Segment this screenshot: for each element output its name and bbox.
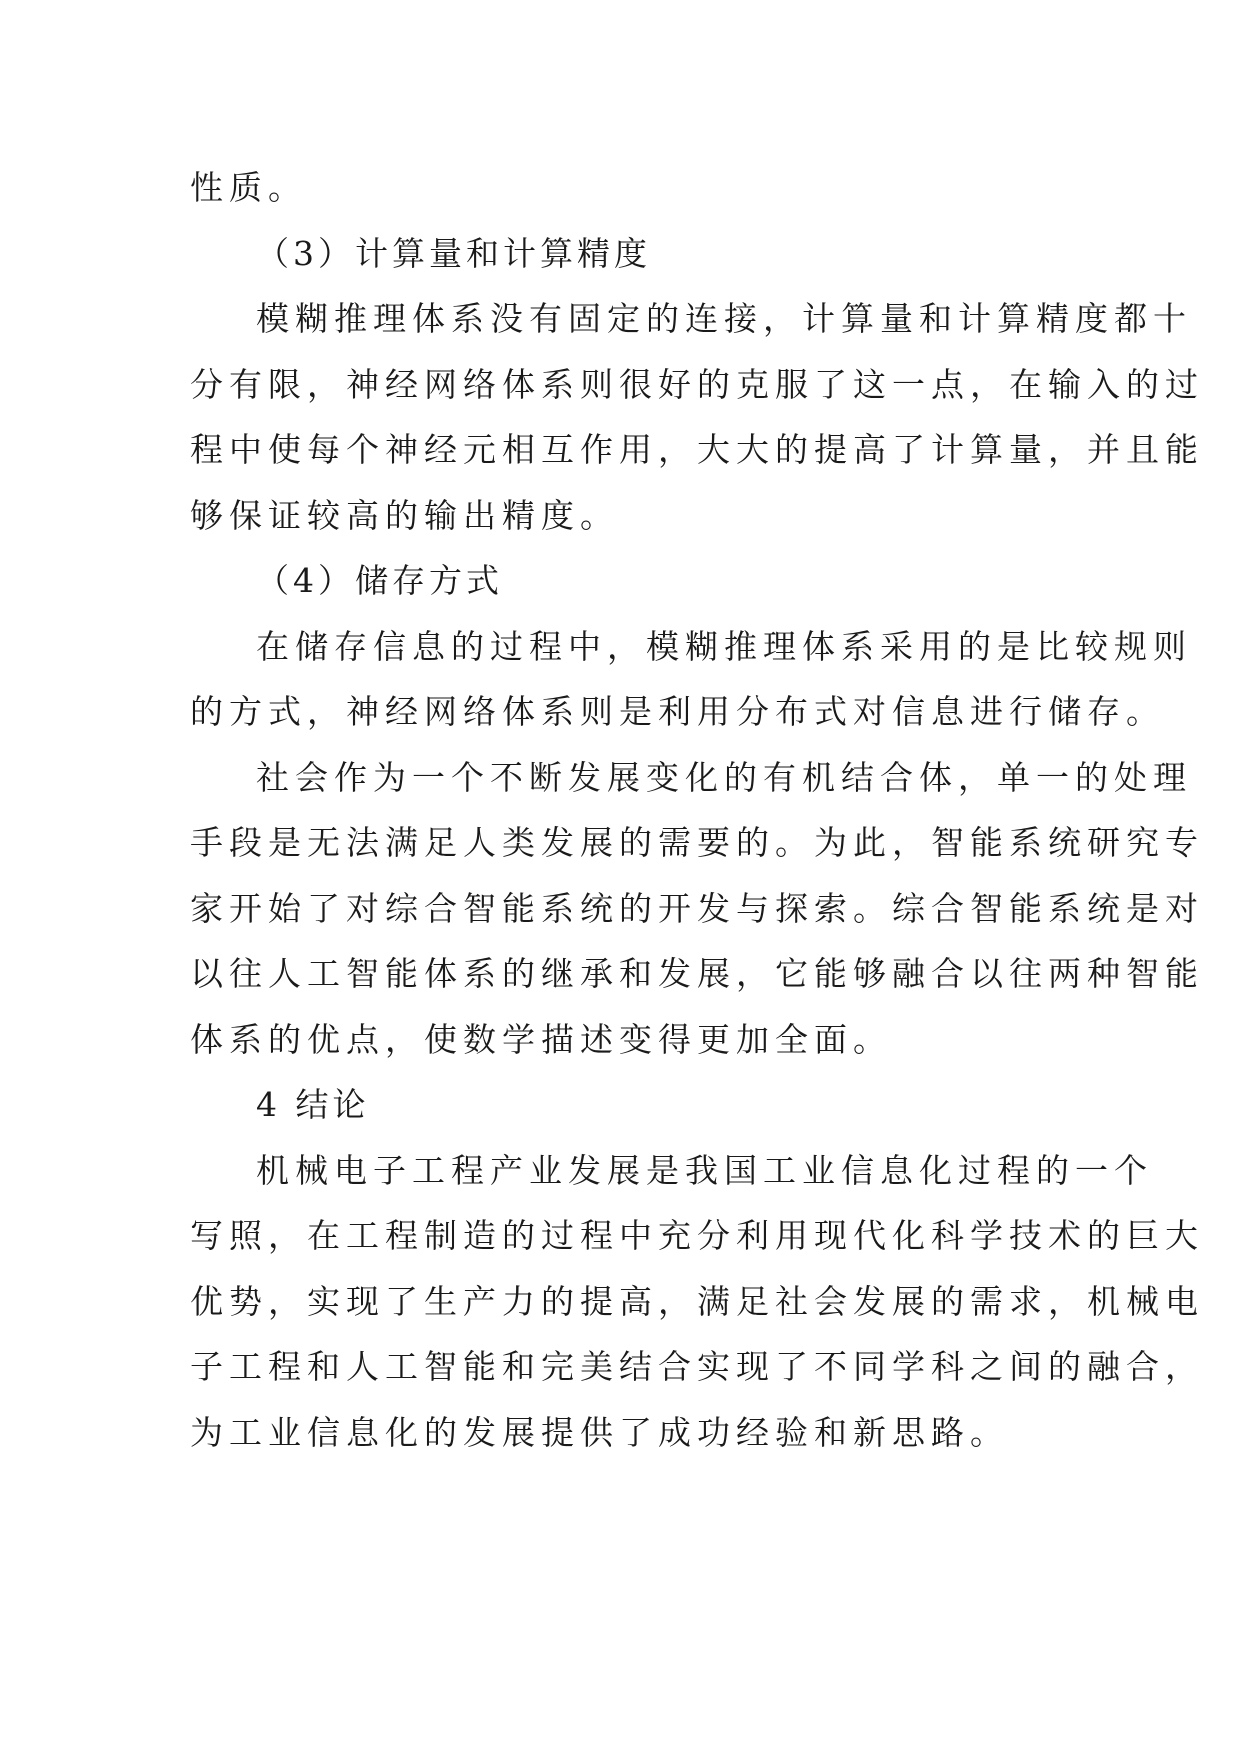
section-heading: （3）计算量和计算精度 [256, 233, 651, 273]
text-line: 以往人工智能体系的继承和发展，它能够融合以往两种智能 [190, 954, 1204, 993]
text-line: 家开始了对综合智能系统的开发与探索。综合智能系统是对 [190, 888, 1204, 928]
text-line: 社会作为一个不断发展变化的有机结合体，单一的处理 [256, 757, 1192, 797]
text-line: 机械电子工程产业发展是我国工业信息化过程的一个 [256, 1150, 1153, 1190]
text-line: 写照，在工程制造的过程中充分利用现代化科学技术的巨大 [190, 1216, 1204, 1255]
section-heading: （4）储存方式 [256, 561, 503, 600]
text-line: 体系的优点，使数学描述变得更加全面。 [190, 1019, 892, 1059]
text-line: 的方式，神经网络体系则是利用分布式对信息进行储存。 [190, 692, 1165, 731]
text-line: 性质。 [190, 168, 307, 207]
text-line: 程中使每个神经元相互作用，大大的提高了计算量，并且能 [190, 430, 1204, 469]
body-text [190, 155, 1204, 1465]
section-heading: 4 结论 [256, 1085, 370, 1124]
text-line: 子工程和人工智能和完美结合实现了不同学科之间的融合， [190, 1347, 1204, 1386]
text-line: 手段是无法满足人类发展的需要的。为此，智能系统研究专 [190, 823, 1204, 862]
text-line: 在储存信息的过程中，模糊推理体系采用的是比较规则 [256, 626, 1192, 666]
text-line: 优势，实现了生产力的提高，满足社会发展的需求，机械电 [190, 1281, 1204, 1321]
text-line: 为工业信息化的发展提供了成功经验和新思路。 [190, 1412, 1009, 1452]
text-line: 够保证较高的输出精度。 [190, 495, 619, 535]
text-line: 模糊推理体系没有固定的连接，计算量和计算精度都十 [256, 299, 1192, 338]
text-line: 分有限，神经网络体系则很好的克服了这一点，在输入的过 [190, 364, 1204, 404]
